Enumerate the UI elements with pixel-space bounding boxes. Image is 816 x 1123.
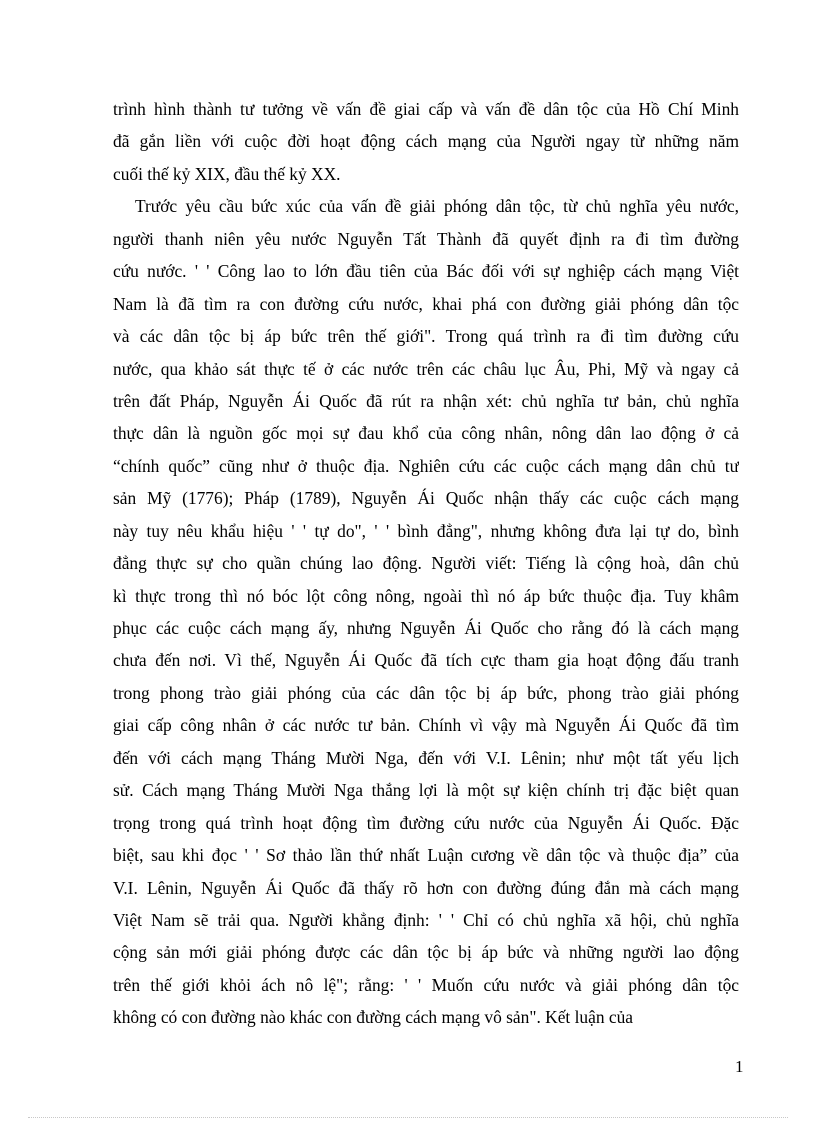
text-line: cứu nước. ' ' Công lao to lớn đầu tiên của Bác đối với sự nghiệp cách mạng Việt bbox=[113, 261, 739, 282]
text-line: này tuy nêu khẩu hiệu ' ' tự do", ' ' bình đẳng", nhưng không đưa lại tự do, bình bbox=[113, 520, 739, 541]
text-line: sử. Cách mạng Tháng Mười Nga thắng lợi là một sự kiện chính trị đặc biệt quan bbox=[113, 780, 739, 801]
text-line: kì thực trong thì nó bóc lột công nông, ngoài thì nó áp bức thuộc địa. Tuy khâm bbox=[113, 585, 739, 606]
text-line: trong phong trào giải phóng của các dân tộc bị áp bức, phong trào giải phóng bbox=[113, 682, 739, 703]
text-line: trình hình thành tư tưởng về vấn đề giai cấp và vấn đề dân tộc của Hồ Chí Minh bbox=[113, 99, 739, 119]
text-line: phục các cuộc cách mạng ấy, nhưng Nguyễn Ái Quốc cho rằng đó là cách mạng bbox=[113, 618, 739, 638]
page-number: 1 bbox=[735, 1057, 744, 1076]
text-line: thực dân là nguồn gốc mọi sự đau khổ của công nhân, nông dân lao động ở cả bbox=[113, 423, 739, 444]
text-line: V.I. Lênin, Nguyễn Ái Quốc đã thấy rõ hơn con đường đúng đắn mà cách mạng bbox=[113, 877, 739, 898]
body-text bbox=[113, 93, 739, 1034]
text-line: cuối thế kỷ XIX, đầu thế kỷ XX. bbox=[113, 163, 341, 184]
text-line: trọng trong quá trình hoạt động tìm đường cứu nước của Nguyễn Ái Quốc. Đặc bbox=[113, 812, 739, 833]
text-line: không có con đường nào khác con đường cách mạng vô sản". Kết luận của bbox=[113, 1007, 634, 1028]
text-line: biệt, sau khi đọc ' ' Sơ thảo lần thứ nhất Luận cương về dân tộc và thuộc địa” của bbox=[113, 845, 739, 866]
text-line: giai cấp công nhân ở các nước tư bản. Chính vì vậy mà Nguyễn Ái Quốc đã tìm bbox=[113, 715, 739, 736]
text-line: nước, qua khảo sát thực tế ở các nước trên các châu lục Âu, Phi, Mỹ và ngay cả bbox=[113, 358, 739, 379]
text-line: trên thế giới khỏi ách nô lệ"; rằng: ' ' Muốn cứu nước và giải phóng dân tộc bbox=[113, 974, 739, 995]
footer-divider bbox=[28, 1117, 788, 1118]
text-line: người thanh niên yêu nước Nguyễn Tất Thành đã quyết định ra đi tìm đường bbox=[113, 228, 739, 249]
text-line: Việt Nam sẽ trải qua. Người khẳng định: ' ' Chỉ có chủ nghĩa xã hội, chủ nghĩa bbox=[113, 909, 739, 930]
text-line: cộng sản mới giải phóng được các dân tộc bị áp bức và những người lao động bbox=[113, 942, 739, 963]
text-line: trên đất Pháp, Nguyễn Ái Quốc đã rút ra nhận xét: chủ nghĩa tư bản, chủ nghĩa bbox=[113, 390, 739, 411]
text-line: chưa đến nơi. Vì thế, Nguyễn Ái Quốc đã tích cực tham gia hoạt động đấu tranh bbox=[113, 650, 739, 671]
text-line: Nam là đã tìm ra con đường cứu nước, khai phá con đường giải phóng dân tộc bbox=[113, 293, 739, 314]
text-line: và các dân tộc bị áp bức trên thế giới". Trong quá trình ra đi tìm đường cứu bbox=[113, 326, 739, 347]
text-line: Trước yêu cầu bức xúc của vấn đề giải phóng dân tộc, từ chủ nghĩa yêu nước, bbox=[135, 196, 739, 217]
text-line: đến với cách mạng Tháng Mười Nga, đến với V.I. Lênin; như một tất yếu lịch bbox=[113, 747, 739, 768]
text-line: “chính quốc” cũng như ở thuộc địa. Nghiên cứu các cuộc cách mạng dân chủ tư bbox=[113, 455, 739, 476]
text-line: đã gắn liền với cuộc đời hoạt động cách mạng của Người ngay từ những năm bbox=[113, 131, 739, 152]
text-line: đẳng thực sự cho quần chúng lao động. Người viết: Tiếng là cộng hoà, dân chủ bbox=[113, 553, 739, 574]
text-line: sản Mỹ (1776); Pháp (1789), Nguyễn Ái Quốc nhận thấy các cuộc cách mạng bbox=[113, 488, 739, 509]
